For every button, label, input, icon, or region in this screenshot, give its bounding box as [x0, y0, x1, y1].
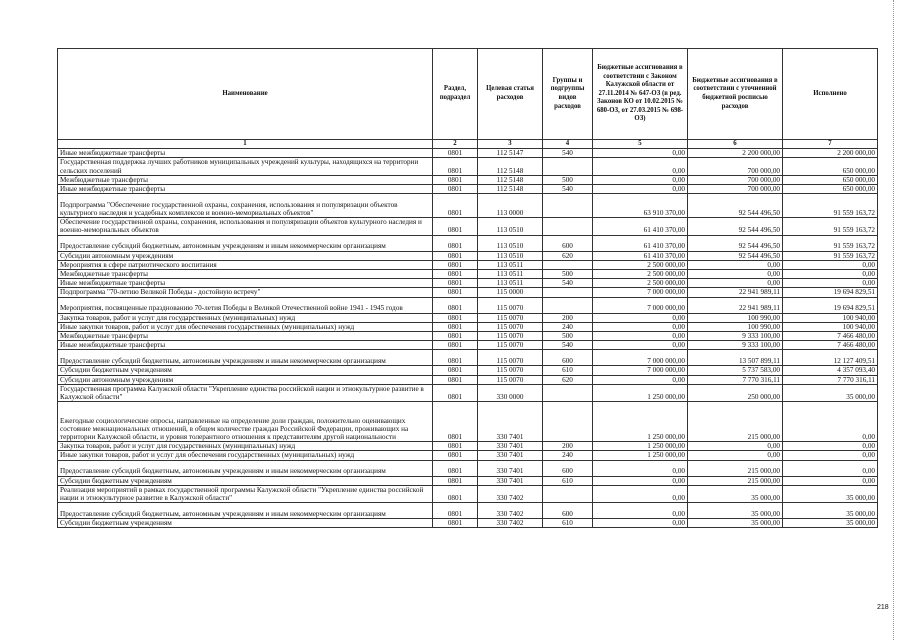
cell-name: Иные межбюджетные трансферты	[58, 341, 433, 350]
cell-section: 0801	[433, 175, 478, 184]
cell-group: 620	[543, 375, 593, 384]
table-row	[58, 460, 878, 476]
cell-target: 113 0000	[478, 194, 543, 218]
cell-name: Субсидии автономным учреждениям	[58, 375, 433, 384]
cell-section: 0801	[433, 313, 478, 322]
cell-exec: 0,00	[783, 442, 878, 451]
cell-group: 540	[543, 279, 593, 288]
cell-budget: 1 250 000,00	[593, 442, 688, 451]
cell-target: 113 0510	[478, 235, 543, 251]
cell-group: 540	[543, 341, 593, 350]
table-row	[58, 451, 878, 460]
cell-assign: 92 544 496,50	[688, 194, 783, 218]
cell-exec: 0,00	[783, 402, 878, 442]
table-row	[58, 158, 878, 175]
cell-budget: 2 500 000,00	[593, 260, 688, 269]
cell-assign: 9 333 100,00	[688, 341, 783, 350]
cell-budget: 2 500 000,00	[593, 279, 688, 288]
cell-exec: 0,00	[783, 451, 878, 460]
cell-exec: 650 000,00	[783, 158, 878, 175]
cell-assign: 215 000,00	[688, 476, 783, 485]
cell-name: Государственная поддержка лучших работников муниципальных учреждений культуры, находящихся на территории сельских поселений	[58, 158, 433, 175]
cell-budget: 0,00	[593, 503, 688, 519]
cell-section: 0801	[433, 251, 478, 260]
cell-assign: 215 000,00	[688, 460, 783, 476]
table-row	[58, 476, 878, 485]
table-row	[58, 313, 878, 322]
table-row	[58, 235, 878, 251]
header-budget: Бюджетные ассигнования в соответствии с Законом Калужской области от 27.11.2014 № 647-ОЗ (в ред. Законов КО от 10.02.2015 № 680-ОЗ, от 27.03.2015 № 698-ОЗ)	[593, 49, 688, 140]
cell-assign: 92 544 496,50	[688, 218, 783, 235]
cell-exec: 0,00	[783, 476, 878, 485]
cell-name: Закупка товаров, работ и услуг для государственных (муниципальных) нужд	[58, 442, 433, 451]
cell-section: 0801	[433, 503, 478, 519]
cell-target: 112 5148	[478, 185, 543, 194]
cell-section: 0801	[433, 442, 478, 451]
cell-budget: 0,00	[593, 158, 688, 175]
cell-section: 0801	[433, 402, 478, 442]
cell-budget: 0,00	[593, 322, 688, 331]
cell-assign: 0,00	[688, 270, 783, 279]
cell-budget: 7 000 000,00	[593, 366, 688, 375]
cell-exec: 4 357 093,40	[783, 366, 878, 375]
table-row	[58, 185, 878, 194]
cell-assign: 215 000,00	[688, 402, 783, 442]
header-exec: Исполнено	[783, 49, 878, 140]
cell-assign: 700 000,00	[688, 158, 783, 175]
cell-target: 115 0070	[478, 350, 543, 366]
cell-budget: 0,00	[593, 375, 688, 384]
cell-target: 112 5147	[478, 149, 543, 158]
cell-budget: 0,00	[593, 149, 688, 158]
cell-assign: 700 000,00	[688, 175, 783, 184]
cell-budget: 63 910 370,00	[593, 194, 688, 218]
cell-assign: 100 990,00	[688, 313, 783, 322]
cell-group: 540	[543, 185, 593, 194]
cell-name: Предоставление субсидий бюджетным, автономным учреждениям и иным некоммерческим организациям	[58, 235, 433, 251]
cell-budget: 0,00	[593, 460, 688, 476]
cell-section: 0801	[433, 218, 478, 235]
cell-exec: 0,00	[783, 260, 878, 269]
cell-name: Межбюджетные трансферты	[58, 332, 433, 341]
cell-assign: 35 000,00	[688, 503, 783, 519]
cell-name: Мероприятия, посвященные празднованию 70-летия Победы в Великой Отечественной войне 1941 - 1945 годов	[58, 297, 433, 313]
cell-group: 600	[543, 460, 593, 476]
column-number: 7	[783, 140, 878, 149]
cell-section: 0801	[433, 185, 478, 194]
cell-group	[543, 485, 593, 502]
table-row	[58, 297, 878, 313]
cell-assign: 13 507 899,11	[688, 350, 783, 366]
cell-section: 0801	[433, 235, 478, 251]
cell-section: 0801	[433, 460, 478, 476]
table-row	[58, 519, 878, 528]
cell-name: Мероприятия в сфере патриотического воспитания	[58, 260, 433, 269]
cell-group	[543, 158, 593, 175]
header-name: Наименование	[58, 49, 433, 140]
cell-exec: 91 559 163,72	[783, 235, 878, 251]
table-row	[58, 175, 878, 184]
cell-name: Закупка товаров, работ и услуг для государственных (муниципальных) нужд	[58, 313, 433, 322]
cell-section: 0801	[433, 476, 478, 485]
cell-name: Обеспечение государственной охраны, сохранения, использования и популяризации объектов культурного наследия и военно-мемориальных объектов	[58, 218, 433, 235]
cell-name: Субсидии бюджетным учреждениям	[58, 476, 433, 485]
cell-section: 0801	[433, 519, 478, 528]
cell-group	[543, 218, 593, 235]
cell-exec: 12 127 409,51	[783, 350, 878, 366]
cell-exec: 19 694 829,51	[783, 297, 878, 313]
cell-group: 600	[543, 350, 593, 366]
table-row	[58, 350, 878, 366]
cell-section: 0801	[433, 341, 478, 350]
header-section: Раздел, подраздел	[433, 49, 478, 140]
budget-report-sheet	[57, 48, 877, 528]
cell-assign: 35 000,00	[688, 485, 783, 502]
cell-section: 0801	[433, 332, 478, 341]
cell-target: 113 0510	[478, 251, 543, 260]
cell-assign: 0,00	[688, 442, 783, 451]
table-row	[58, 503, 878, 519]
cell-assign: 0,00	[688, 279, 783, 288]
header-target: Целевая статья расходов	[478, 49, 543, 140]
table-row	[58, 375, 878, 384]
cell-assign: 7 770 316,11	[688, 375, 783, 384]
cell-exec: 91 559 163,72	[783, 218, 878, 235]
cell-name: Иные межбюджетные трансферты	[58, 279, 433, 288]
page-number: 218	[877, 604, 889, 611]
cell-target: 330 7401	[478, 476, 543, 485]
cell-exec: 91 559 163,72	[783, 194, 878, 218]
cell-group: 200	[543, 442, 593, 451]
cell-budget: 2 500 000,00	[593, 270, 688, 279]
cell-name: Предоставление субсидий бюджетным, автономным учреждениям и иным некоммерческим организациям	[58, 503, 433, 519]
budget-table	[57, 48, 878, 528]
cell-name: Субсидии бюджетным учреждениям	[58, 366, 433, 375]
column-number: 6	[688, 140, 783, 149]
cell-target: 112 5148	[478, 158, 543, 175]
cell-name: Субсидии автономным учреждениям	[58, 251, 433, 260]
cell-section: 0801	[433, 279, 478, 288]
cell-group	[543, 288, 593, 297]
table-row	[58, 485, 878, 502]
cell-group: 600	[543, 235, 593, 251]
cell-target: 330 7401	[478, 442, 543, 451]
cell-budget: 0,00	[593, 476, 688, 485]
table-row	[58, 218, 878, 235]
table-row	[58, 270, 878, 279]
cell-section: 0801	[433, 260, 478, 269]
cell-target: 115 0070	[478, 332, 543, 341]
cell-exec: 2 200 000,00	[783, 149, 878, 158]
table-row	[58, 442, 878, 451]
cell-name: Подпрограмма "70-летию Великой Победы - достойную встречу"	[58, 288, 433, 297]
table-row	[58, 194, 878, 218]
cell-target: 115 0000	[478, 288, 543, 297]
cell-budget: 7 000 000,00	[593, 350, 688, 366]
table-row	[58, 288, 878, 297]
cell-target: 113 0510	[478, 218, 543, 235]
cell-name: Предоставление субсидий бюджетным, автономным учреждениям и иным некоммерческим организациям	[58, 350, 433, 366]
cell-group: 200	[543, 313, 593, 322]
cell-section: 0801	[433, 485, 478, 502]
cell-budget: 61 410 370,00	[593, 251, 688, 260]
cell-assign: 22 941 989,11	[688, 297, 783, 313]
column-number-row	[58, 140, 878, 149]
cell-assign: 5 737 583,00	[688, 366, 783, 375]
cell-budget: 0,00	[593, 332, 688, 341]
cell-target: 115 0070	[478, 341, 543, 350]
column-number: 3	[478, 140, 543, 149]
cell-name: Ежегодные социологические опросы, направленные на определение доли граждан, положительно оценивающих состояние межнациональных отношений, в общем количестве граждан Российской Федерации, проживающих на территории Калужской области, и уровня толерантного отношения к представителям другой национальности	[58, 402, 433, 442]
cell-assign: 9 333 100,00	[688, 332, 783, 341]
cell-group: 500	[543, 270, 593, 279]
table-row	[58, 341, 878, 350]
table-row	[58, 251, 878, 260]
column-number: 1	[58, 140, 433, 149]
cell-group: 540	[543, 149, 593, 158]
table-body	[58, 149, 878, 528]
cell-exec: 0,00	[783, 270, 878, 279]
cell-target: 330 7402	[478, 485, 543, 502]
cell-group: 620	[543, 251, 593, 260]
cell-name: Иные закупки товаров, работ и услуг для обеспечения государственных (муниципальных) нужд	[58, 322, 433, 331]
cell-target: 115 0070	[478, 322, 543, 331]
cell-exec: 0,00	[783, 279, 878, 288]
cell-assign: 22 941 989,11	[688, 288, 783, 297]
cell-assign: 35 000,00	[688, 519, 783, 528]
cell-section: 0801	[433, 194, 478, 218]
cell-budget: 0,00	[593, 341, 688, 350]
cell-section: 0801	[433, 322, 478, 331]
cell-budget: 0,00	[593, 175, 688, 184]
cell-target: 330 7402	[478, 503, 543, 519]
header-group: Группы и подгруппы видов расходов	[543, 49, 593, 140]
cell-budget: 61 410 370,00	[593, 235, 688, 251]
cell-assign: 0,00	[688, 451, 783, 460]
cell-budget: 0,00	[593, 185, 688, 194]
cell-exec: 7 770 316,11	[783, 375, 878, 384]
cell-assign: 92 544 496,50	[688, 251, 783, 260]
table-row	[58, 260, 878, 269]
cell-assign: 92 544 496,50	[688, 235, 783, 251]
cell-target: 330 7401	[478, 451, 543, 460]
cell-budget: 61 410 370,00	[593, 218, 688, 235]
table-row	[58, 384, 878, 401]
cell-section: 0801	[433, 375, 478, 384]
cell-target: 330 7402	[478, 519, 543, 528]
cell-section: 0801	[433, 366, 478, 375]
cell-target: 113 0511	[478, 279, 543, 288]
cell-exec: 0,00	[783, 460, 878, 476]
cell-target: 113 0511	[478, 270, 543, 279]
cell-name: Государственная программа Калужской области "Укрепление единства российской нации и этнокультурное развитие в Калужской области"	[58, 384, 433, 401]
cell-budget: 0,00	[593, 519, 688, 528]
cell-name: Иные межбюджетные трансферты	[58, 149, 433, 158]
cell-group: 610	[543, 476, 593, 485]
cell-group: 240	[543, 451, 593, 460]
cell-exec: 7 466 480,00	[783, 332, 878, 341]
page-edge-divider	[893, 0, 894, 640]
table-row	[58, 149, 878, 158]
cell-target: 330 7401	[478, 402, 543, 442]
cell-name: Межбюджетные трансферты	[58, 175, 433, 184]
cell-name: Иные межбюджетные трансферты	[58, 185, 433, 194]
cell-name: Предоставление субсидий бюджетным, автономным учреждениям и иным некоммерческим организациям	[58, 460, 433, 476]
cell-target: 115 0070	[478, 366, 543, 375]
cell-exec: 35 000,00	[783, 519, 878, 528]
cell-section: 0801	[433, 350, 478, 366]
cell-section: 0801	[433, 384, 478, 401]
cell-target: 330 0000	[478, 384, 543, 401]
cell-budget: 7 000 000,00	[593, 297, 688, 313]
cell-assign: 100 990,00	[688, 322, 783, 331]
cell-group	[543, 297, 593, 313]
table-row	[58, 402, 878, 442]
cell-group: 610	[543, 366, 593, 375]
cell-group: 240	[543, 322, 593, 331]
cell-exec: 35 000,00	[783, 384, 878, 401]
cell-target: 115 0070	[478, 313, 543, 322]
cell-exec: 100 940,00	[783, 313, 878, 322]
cell-budget: 1 250 000,00	[593, 451, 688, 460]
cell-exec: 35 000,00	[783, 503, 878, 519]
cell-exec: 650 000,00	[783, 175, 878, 184]
cell-budget: 0,00	[593, 485, 688, 502]
cell-section: 0801	[433, 288, 478, 297]
cell-assign: 2 200 000,00	[688, 149, 783, 158]
cell-name: Иные закупки товаров, работ и услуг для обеспечения государственных (муниципальных) нужд	[58, 451, 433, 460]
column-number: 4	[543, 140, 593, 149]
cell-section: 0801	[433, 270, 478, 279]
column-number: 2	[433, 140, 478, 149]
cell-budget: 1 250 000,00	[593, 402, 688, 442]
cell-exec: 7 466 480,00	[783, 341, 878, 350]
cell-group: 500	[543, 175, 593, 184]
cell-section: 0801	[433, 149, 478, 158]
cell-group	[543, 384, 593, 401]
table-row	[58, 366, 878, 375]
cell-exec: 650 000,00	[783, 185, 878, 194]
cell-name: Межбюджетные трансферты	[58, 270, 433, 279]
cell-group: 600	[543, 503, 593, 519]
table-row	[58, 332, 878, 341]
table-row	[58, 279, 878, 288]
cell-name: Подпрограмма "Обеспечение государственной охраны, сохранения, использования и популяризации объектов культурного наследия и усадебных комплексов и военно-мемориальных объектов"	[58, 194, 433, 218]
cell-group	[543, 194, 593, 218]
cell-assign: 0,00	[688, 260, 783, 269]
cell-group	[543, 402, 593, 442]
cell-assign: 700 000,00	[688, 185, 783, 194]
cell-group	[543, 260, 593, 269]
cell-target: 113 0511	[478, 260, 543, 269]
cell-target: 112 5148	[478, 175, 543, 184]
cell-section: 0801	[433, 158, 478, 175]
cell-group: 500	[543, 332, 593, 341]
table-row	[58, 322, 878, 331]
cell-exec: 100 940,00	[783, 322, 878, 331]
cell-exec: 19 694 829,51	[783, 288, 878, 297]
column-number: 5	[593, 140, 688, 149]
cell-target: 115 0070	[478, 297, 543, 313]
header-row	[58, 49, 878, 140]
cell-target: 330 7401	[478, 460, 543, 476]
cell-exec: 35 000,00	[783, 485, 878, 502]
cell-budget: 1 250 000,00	[593, 384, 688, 401]
cell-name: Реализация мероприятий в рамках государственной программы Калужской области "Укрепление единства российской нации и этнокультурное развитие в Калужской области"	[58, 485, 433, 502]
cell-assign: 250 000,00	[688, 384, 783, 401]
cell-budget: 0,00	[593, 313, 688, 322]
cell-exec: 91 559 163,72	[783, 251, 878, 260]
cell-target: 115 0070	[478, 375, 543, 384]
header-assign: Бюджетные ассигнования в соответствии с уточненной бюджетной росписью расходов	[688, 49, 783, 140]
cell-budget: 7 000 000,00	[593, 288, 688, 297]
cell-section: 0801	[433, 297, 478, 313]
cell-section: 0801	[433, 451, 478, 460]
cell-name: Субсидии бюджетным учреждениям	[58, 519, 433, 528]
cell-group: 610	[543, 519, 593, 528]
